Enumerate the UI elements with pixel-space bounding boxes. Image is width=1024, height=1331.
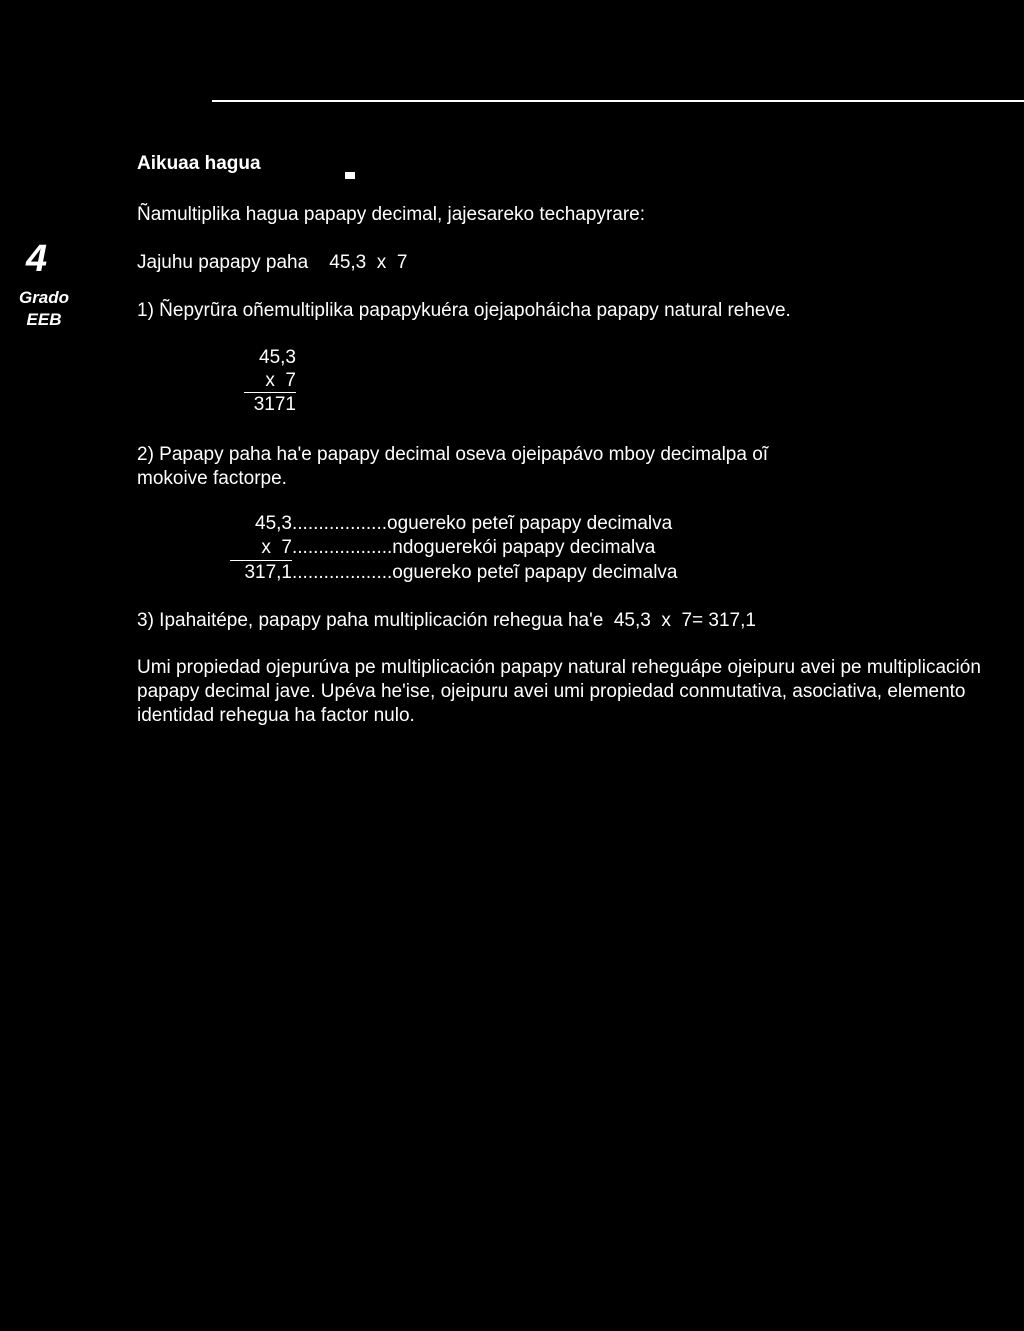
- calc2-row: [230, 512, 678, 536]
- calc2-num: x 7: [261, 537, 292, 558]
- example-text: Jajuhu papapy paha 45,3 x 7: [137, 252, 408, 273]
- multiplication-calc-2: [230, 512, 678, 585]
- calc2-note: ...................ndoguerekói papapy decimalva: [292, 537, 656, 558]
- grade-number: 4: [26, 238, 48, 280]
- section-heading: Aikuaa hagua: [137, 153, 261, 174]
- calc2-num: 317,1: [244, 562, 292, 583]
- step2-line1: 2) Papapy paha ha'e papapy decimal oseva ojeipapávo mboy decimalpa oĩ: [137, 444, 769, 465]
- calc1-multiplier: x 7: [265, 370, 296, 391]
- grade-label-line2: EEB: [26, 310, 62, 329]
- step2-line2: mokoive factorpe.: [137, 468, 287, 489]
- closing-paragraph: Umi propiedad ojepurúva pe multiplicación papapy natural reheguápe ojeipuru avei pe multiplicación papapy decimal jave. Upéva he'ise, ojeipuru avei umi propiedad conmutativa, asociativa, elemento identidad rehegua ha factor nulo.: [137, 657, 981, 726]
- calc2-row: [230, 536, 678, 560]
- calc2-note: ..................oguereko peteĩ papapy decimalva: [292, 513, 673, 534]
- step3-text: 3) Ipahaitépe, papapy paha multiplicación rehegua ha'e 45,3 x 7= 317,1: [137, 610, 756, 631]
- calc2-row: [230, 561, 678, 585]
- multiplication-calc-1: [240, 346, 296, 416]
- calc1-multiplicand: 45,3: [259, 347, 296, 368]
- calc1-result: 3171: [253, 394, 296, 415]
- step1-text: 1) Ñepyrũra oñemultiplika papapykuéra ojejapoháicha papapy natural reheve.: [137, 300, 791, 321]
- heading-mark: [345, 172, 355, 179]
- grade-label: [16, 287, 72, 331]
- grade-label-line1: Grado: [18, 288, 70, 307]
- instruction-text: Ñamultiplika hagua papapy decimal, jajesareko techapyrare:: [137, 204, 646, 225]
- top-divider: [212, 100, 1024, 102]
- calc2-note: ...................oguereko peteĩ papapy decimalva: [292, 562, 678, 583]
- calc2-num: 45,3: [255, 513, 292, 534]
